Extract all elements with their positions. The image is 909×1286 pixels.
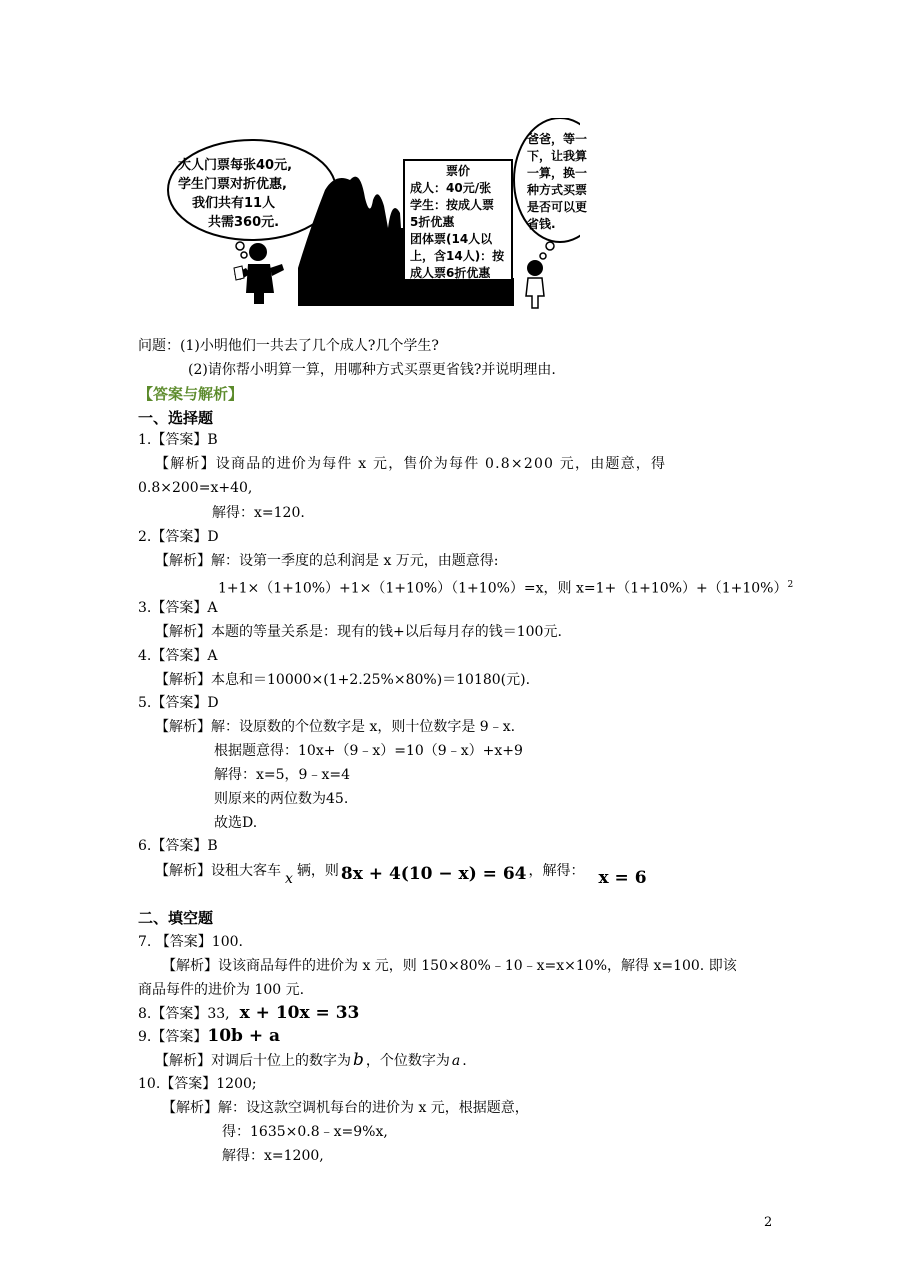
right-bubble-text [527, 131, 587, 233]
sign-line: 成人票6折优惠 [410, 266, 491, 280]
answer-9-expression: 10b + a [207, 1026, 280, 1046]
explanation-6-text: ，解得： [528, 863, 585, 879]
child-figure [526, 260, 544, 308]
sign-line: 成人：40元/张 [410, 181, 492, 195]
section-heading-fill-blank: 二、填空题 [138, 909, 214, 927]
right-bubble-line: 爸爸，等一 [527, 132, 588, 146]
answer-8-equation: x + 10x = 33 [239, 1003, 360, 1023]
answer-4: 4.【答案】A [138, 648, 218, 664]
right-bubble-line: 种方式买票 [527, 183, 588, 197]
left-bubble-text [178, 156, 292, 232]
answer-2: 2.【答案】D [138, 529, 219, 545]
explanation-9-text: ，个位数字为 [365, 1053, 450, 1069]
answer-5: 5.【答案】D [138, 695, 219, 711]
left-bubble-line: 我们共有11人 [192, 196, 276, 211]
right-bubble-line: 一算，换一 [527, 166, 588, 180]
left-bubble-line: 学生门票对折优惠, [178, 177, 287, 192]
explanation-5: 则原来的两位数为45. [214, 791, 349, 807]
explanation-9 [155, 1050, 467, 1071]
right-bubble-line: 省钱. [527, 217, 556, 231]
answer-7: 7. 【答案】100. [138, 934, 243, 950]
explanation-4: 【解析】本息和＝10000×(1+2.25%×80%)＝10180(元). [155, 672, 531, 688]
explanation-9-text: 【解析】对调后十位上的数字为 [155, 1053, 351, 1069]
variable-b: b [353, 1050, 364, 1070]
explanation-10: 【解析】解：设这款空调机每台的进价为 x 元，根据题意， [162, 1100, 529, 1116]
explanation-1: 【解析】设商品的进价为每件 x 元，售价为每件 0.8×200 元，由题意，得 [155, 456, 667, 472]
explanation-10: 解得：x=1200, [222, 1148, 324, 1164]
explanation-6-text: 【解析】设租大客车 [155, 863, 281, 879]
explanation-10: 得：1635×0.8﹣x=9%x, [222, 1124, 388, 1140]
explanation-2-formula: 1+1×（1+10%）+1×（1+10%）（1+10%）=x，则 x=1+（1+10%）+（1+10%） [218, 580, 788, 597]
solution: x = 6 [598, 868, 647, 888]
explanation-2: 【解析】解：设第一季度的总利润是 x 万元，由题意得: [155, 553, 499, 569]
explanation-5: 【解析】解：设原数的个位数字是 x，则十位数字是 9﹣x. [155, 719, 516, 735]
question-1: 问题：(1)小明他们一共去了几个成人?几个学生? [138, 338, 439, 354]
variable-a: a [451, 1053, 461, 1069]
explanation-2 [218, 575, 793, 599]
variable-x: x [285, 871, 293, 887]
explanation-7: 商品每件的进价为 100 元. [138, 982, 305, 998]
explanation-6 [155, 860, 647, 888]
father-figure [234, 243, 284, 304]
equation: 8x + 4(10 − x) = 64 [340, 864, 527, 884]
page-number: 2 [764, 1215, 773, 1230]
section-heading-choice: 一、选择题 [138, 409, 214, 427]
question-2: (2)请你帮小明算一算，用哪种方式买票更省钱?并说明理由. [188, 362, 556, 378]
answer-heading: 【答案与解析】 [138, 385, 244, 403]
answer-6: 6.【答案】B [138, 838, 218, 854]
answer-8 [138, 1003, 359, 1024]
explanation-5: 解得：x=5，9﹣x=4 [214, 767, 350, 783]
explanation-6-text: 辆，则 [296, 863, 339, 879]
left-bubble-line: 大人门票每张40元, [178, 158, 293, 173]
explanation-1: 0.8×200=x+40, [138, 480, 253, 496]
answer-9-label: 9.【答案】 [138, 1029, 208, 1045]
answer-8-label: 8.【答案】33, [138, 1006, 230, 1022]
answer-10: 10.【答案】1200; [138, 1076, 257, 1092]
right-bubble-line: 是否可以更 [527, 200, 588, 214]
sign-text [410, 163, 504, 282]
sign-line: 学生：按成人票 [410, 198, 495, 212]
explanation-1: 解得：x=120. [212, 505, 305, 521]
sign-line: 上，含14人)：按 [410, 249, 505, 263]
answer-1: 1.【答案】B [138, 432, 218, 448]
explanation-9-text: . [462, 1053, 467, 1069]
exponent: 2 [787, 580, 794, 590]
explanation-7: 【解析】设该商品每件的进价为 x 元，则 150×80%﹣10﹣x=x×10%，解得 x=100. 即该 [162, 958, 737, 974]
answer-3: 3.【答案】A [138, 600, 218, 616]
explanation-3: 【解析】本题的等量关系是：现有的钱+以后每月存的钱＝100元. [155, 624, 562, 640]
answer-9 [138, 1026, 280, 1047]
right-bubble-line: 下，让我算 [527, 149, 588, 163]
explanation-5: 根据题意得：10x+（9﹣x）=10（9﹣x）+x+9 [214, 743, 523, 759]
left-bubble-line: 共需360元. [208, 215, 280, 230]
sign-line: 5折优惠 [410, 215, 455, 229]
sign-title: 票价 [446, 164, 471, 178]
explanation-5: 故选D. [214, 815, 258, 831]
sign-line: 团体票(14人以 [410, 232, 493, 246]
